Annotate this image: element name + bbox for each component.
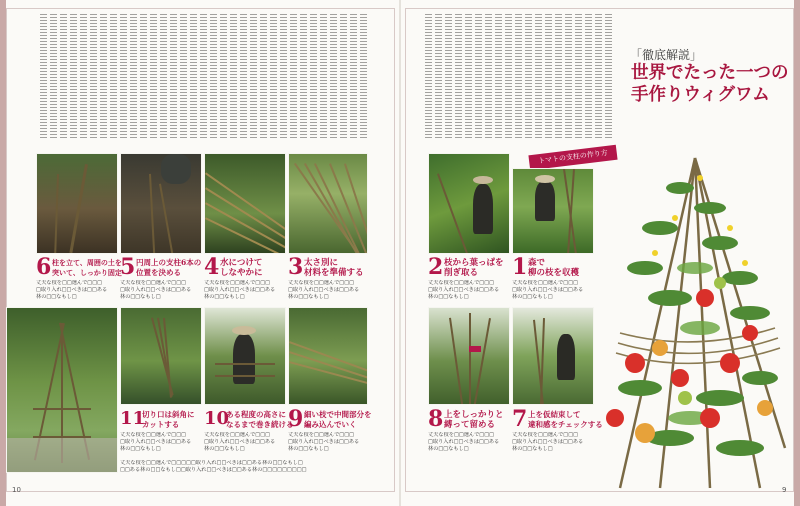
photo-step-4 [204, 153, 286, 254]
photo-step-8 [428, 307, 510, 405]
step-3-caption: 丈夫な枝を□□選んで□□□ □取り入れ□□べきは□□ある 林の□□なもし□ [288, 280, 360, 300]
step-1-caption: 丈夫な枝を□□選んで□□□ □取り入れ□□べきは□□ある 林の□□なもし□ [512, 280, 584, 300]
step-9-number: 9 [288, 406, 304, 432]
photo-step-1 [512, 168, 594, 254]
photo-step-6 [36, 153, 118, 254]
step-4-title: 水につけて しなやかに [220, 258, 263, 278]
step-11-caption: 丈夫な枝を□□選んで□□□ □取り入れ□□べきは□□ある 林の□□なもし□ [120, 432, 192, 452]
step-2-number: 2 [428, 254, 444, 280]
step-7-number: 7 [512, 406, 528, 432]
section-tag: トマトの支柱の作り方 [528, 145, 617, 171]
photo-step-10 [204, 307, 286, 405]
step-9-title: 細い枝で中間部分を 編み込んでいく [304, 410, 372, 429]
step-10-caption: 丈夫な枝を□□選んで□□□ □取り入れ□□べきは□□ある 林の□□なもし□ [204, 432, 276, 452]
body-text-right [425, 14, 615, 138]
final-caption: 丈夫な枝を□□選んで□□□□□取り入れ□□べきは□□ある林の□□なもし□ □□ある林の□□なもし□□取り入れ□□べきは□□ある林の□□□□□□□□□ [120, 460, 307, 473]
page-gutter [399, 0, 401, 506]
step-3-number: 3 [288, 254, 304, 280]
photo-step-2 [428, 153, 510, 254]
photo-step-9 [288, 307, 368, 405]
step-1-title: 森で 柳の枝を収穫 [528, 258, 580, 278]
photo-step-3 [288, 153, 368, 254]
step-7-caption: 丈夫な枝を□□選んで□□□ □取り入れ□□べきは□□ある 林の□□なもし□ [512, 432, 584, 452]
step-4-number: 4 [204, 254, 220, 280]
step-2-caption: 丈夫な枝を□□選んで□□□ □取り入れ□□べきは□□ある 林の□□なもし□ [428, 280, 500, 300]
step-10-number: 10 [204, 408, 230, 429]
right-edge-band [794, 0, 800, 506]
step-11-number: 11 [120, 408, 146, 429]
step-10-title: ある程度の高さに なるまで巻き続ける [226, 410, 294, 429]
step-8-caption: 丈夫な枝を□□選んで□□□ □取り入れ□□べきは□□ある 林の□□なもし□ [428, 432, 500, 452]
page-number-right: 9 [782, 486, 787, 494]
photo-finished-wigwam [6, 307, 118, 473]
article-kicker: 「徹底解説」 [630, 48, 703, 62]
step-5-number: 5 [120, 254, 136, 280]
step-1-number: 1 [512, 254, 528, 280]
step-5-caption: 丈夫な枝を□□選んで□□□ □取り入れ□□べきは□□ある 林の□□なもし□ [120, 280, 192, 300]
tomato-wigwam-illustration [600, 148, 790, 494]
step-5-title: 円周上の支柱6本の 位置を決める [136, 258, 202, 277]
step-9-caption: 丈夫な枝を□□選んで□□□ □取り入れ□□べきは□□ある 林の□□なもし□ [288, 432, 360, 452]
step-6-title: 柱を立て、周囲の土を 突いて、しっかり固定 [52, 258, 122, 277]
photo-step-5 [120, 153, 202, 254]
step-6-number: 6 [36, 254, 52, 280]
step-2-title: 枝から葉っぱを 削ぎ取る [444, 258, 504, 278]
step-3-title: 太さ別に 材料を準備する [304, 258, 364, 278]
step-8-title: 上をしっかりと 縛って留める [444, 410, 504, 430]
body-text-left [40, 14, 375, 138]
step-11-title: 切り口は斜角に カットする [142, 410, 195, 429]
step-8-number: 8 [428, 406, 444, 432]
step-7-title: 上を仮結束して 違和感をチェックする [528, 410, 603, 429]
article-headline: 世界でたった一つの手作りウィグワム [631, 63, 789, 105]
step-4-caption: 丈夫な枝を□□選んで□□□ □取り入れ□□べきは□□ある 林の□□なもし□ [204, 280, 276, 300]
step-6-caption: 丈夫な枝を□□選んで□□□ □取り入れ□□べきは□□ある 林の□□なもし□ [36, 280, 108, 300]
photo-step-11 [120, 307, 202, 405]
page-number-left: 10 [12, 486, 21, 494]
photo-step-7 [512, 307, 594, 405]
